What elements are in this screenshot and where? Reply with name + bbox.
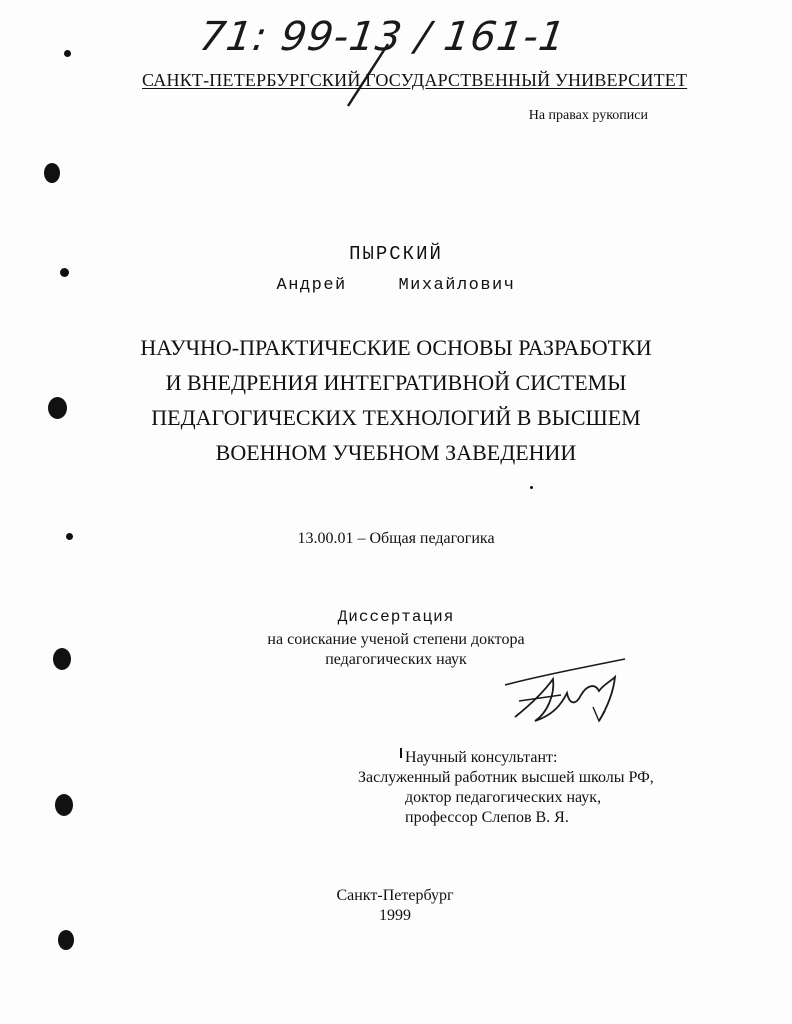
advisor-heading: Научный консультант: [405, 749, 558, 766]
title-line: ВОЕННОМ УЧЕБНОМ ЗАВЕДЕНИИ [215, 440, 577, 465]
archive-code: 71: 99-13 / 161-1 [196, 14, 569, 60]
degree-line: педагогических наук [325, 651, 467, 668]
title-line: НАУЧНО-ПРАКТИЧЕСКИЕ ОСНОВЫ РАЗРАБОТКИ [140, 335, 652, 360]
dissertation-description [0, 630, 792, 670]
university-name: САНКТ-ПЕТЕРБУРГСКИЙ ГОСУДАРСТВЕННЫЙ УНИВЕРСИТЕТ [142, 70, 688, 90]
scientific-advisor [358, 748, 654, 828]
city: Санкт-Петербург [336, 887, 454, 904]
title-line: И ВНЕДРЕНИЯ ИНТЕГРАТИВНОЙ СИСТЕМЫ [165, 370, 627, 395]
advisor-degree: доктор педагогических наук, [405, 789, 602, 806]
author-given-names: Андрей Михайлович [276, 276, 516, 295]
place-and-year [295, 886, 495, 926]
advisor-title: Заслуженный работник высшей школы РФ, [358, 769, 654, 786]
specialty-code: 13.00.01 – Общая педагогика [297, 530, 495, 547]
advisor-name: профессор Слепов В. Я. [405, 809, 569, 826]
dissertation-title [0, 330, 792, 470]
degree-line: на соискание ученой степени доктора [267, 631, 525, 648]
dissertation-label: Диссертация [337, 608, 455, 626]
manuscript-note: На правах рукописи [528, 108, 648, 123]
year: 1999 [379, 907, 411, 924]
author-surname: ПЫРСКИЙ [349, 243, 443, 265]
title-line: ПЕДАГОГИЧЕСКИХ ТЕХНОЛОГИЙ В ВЫСШЕМ [151, 405, 641, 430]
signature [495, 655, 645, 730]
